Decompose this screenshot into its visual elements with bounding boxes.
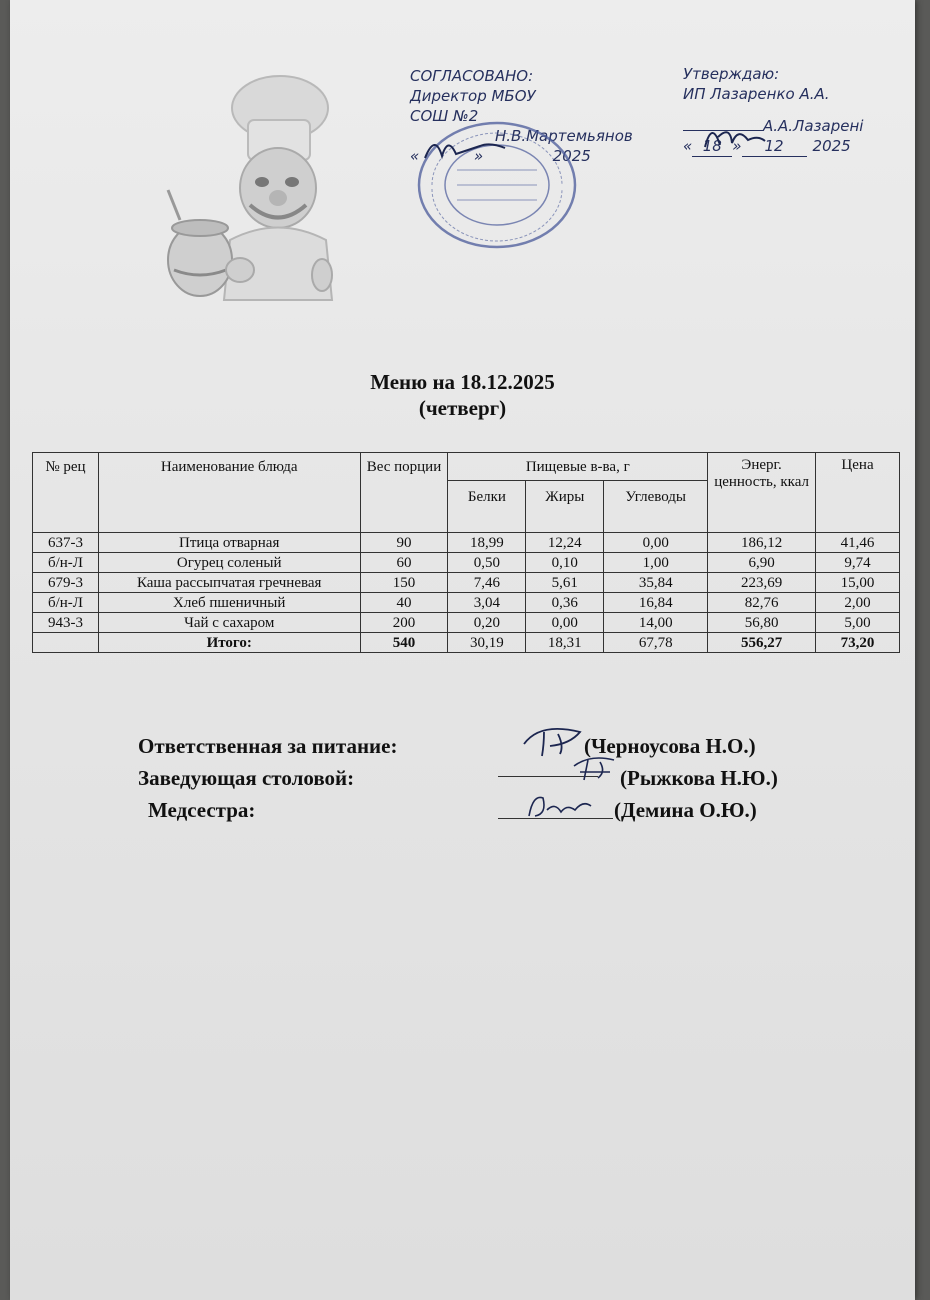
total-label: Итого: [98,633,360,653]
director-signature [420,128,510,168]
table-row [33,593,900,613]
total-price: 73,20 [816,633,900,653]
total-fat: 18,31 [526,633,604,653]
approved-date-open: « [683,137,693,155]
header-protein: Белки [448,481,526,533]
approved-year: 2025 [812,137,851,155]
approved-date-close: » [732,137,742,155]
agreed-line1: Директор МБОУ [410,87,536,105]
cell-fat: 0,36 [526,593,604,613]
cell-protein: 0,50 [448,553,526,573]
table-row [33,573,900,593]
agreed-date-open: « [410,147,420,165]
cell-weight: 150 [360,573,448,593]
cell-carbs: 16,84 [604,593,708,613]
approved-org: ИП Лазаренко А.А. [683,85,830,103]
cell-name: Каша рассыпчатая гречневая [98,573,360,593]
cell-price: 5,00 [816,613,900,633]
table-row [33,553,900,573]
cell-carbs: 0,00 [604,533,708,553]
cell-fat: 5,61 [526,573,604,593]
approver-signature [700,115,770,155]
cell-price: 15,00 [816,573,900,593]
cell-weight: 60 [360,553,448,573]
agreed-heading: СОГЛАСОВАНО: [410,67,534,85]
total-weight: 540 [360,633,448,653]
header-carbs: Углеводы [604,481,708,533]
signature-3 [525,790,595,820]
agreed-line2: СОШ №2 [410,107,479,125]
document-page [10,0,915,1300]
total-energy: 556,27 [708,633,816,653]
approved-heading: Утверждаю: [683,65,780,83]
table-row [33,533,900,553]
signature-2 [570,752,620,782]
signoff-name-1: (Черноусова Н.О.) [584,734,756,758]
header-weight: Вес порции [360,453,448,533]
header-name: Наименование блюда [98,453,360,533]
cell-name: Хлеб пшеничный [98,593,360,613]
cell-name: Огурец соленый [98,553,360,573]
cell-num: 943-3 [33,613,99,633]
cell-name: Чай с сахаром [98,613,360,633]
total-row [33,633,900,653]
cell-num: б/н-Л [33,553,99,573]
header-price: Цена [816,453,900,533]
cell-weight: 200 [360,613,448,633]
cell-name: Птица отварная [98,533,360,553]
cell-price: 9,74 [816,553,900,573]
header-fat: Жиры [526,481,604,533]
header-num: № рец [33,453,99,533]
cell-protein: 0,20 [448,613,526,633]
agreed-name: Н.В.Мартемьянов [495,127,633,145]
signoff-name-2: (Рыжкова Н.Ю.) [620,766,778,790]
cell-num: 679-3 [33,573,99,593]
cell-protein: 7,46 [448,573,526,593]
approved-day: 18 [692,136,732,157]
agreed-year: 2025 [552,147,591,165]
cell-carbs: 1,00 [604,553,708,573]
agreed-date-close: » [473,147,484,165]
approved-name: А.А.Лазарені [763,117,864,135]
cell-energy: 223,69 [708,573,816,593]
approved-month: 12 [742,136,807,157]
cell-energy: 186,12 [708,533,816,553]
cell-fat: 0,10 [526,553,604,573]
signoff-role-2: Заведующая столовой: [138,766,355,790]
total-protein: 30,19 [448,633,526,653]
cell-protein: 3,04 [448,593,526,613]
cell-fat: 0,00 [526,613,604,633]
cell-carbs: 35,84 [604,573,708,593]
cell-energy: 6,90 [708,553,816,573]
table-row [33,613,900,633]
cell-energy: 82,76 [708,593,816,613]
signoff-name-3: (Демина О.Ю.) [614,798,757,822]
cell-empty [33,633,99,653]
cell-price: 2,00 [816,593,900,613]
cell-protein: 18,99 [448,533,526,553]
cell-price: 41,46 [816,533,900,553]
menu-title: Меню на 18.12.2025 [370,370,555,394]
chef-illustration [150,70,350,305]
cell-num: 637-3 [33,533,99,553]
header-nutrients: Пищевые в-ва, г [448,453,708,481]
cell-num: б/н-Л [33,593,99,613]
cell-weight: 40 [360,593,448,613]
cell-carbs: 14,00 [604,613,708,633]
cell-energy: 56,80 [708,613,816,633]
menu-table [32,452,900,653]
cell-weight: 90 [360,533,448,553]
signoff-role-3: Медсестра: [148,798,256,822]
total-carbs: 67,78 [604,633,708,653]
signoff-role-1: Ответственная за питание: [138,734,398,758]
cell-fat: 12,24 [526,533,604,553]
menu-day: (четверг) [418,396,507,420]
header-energy: Энерг. ценность, ккал [708,453,816,533]
